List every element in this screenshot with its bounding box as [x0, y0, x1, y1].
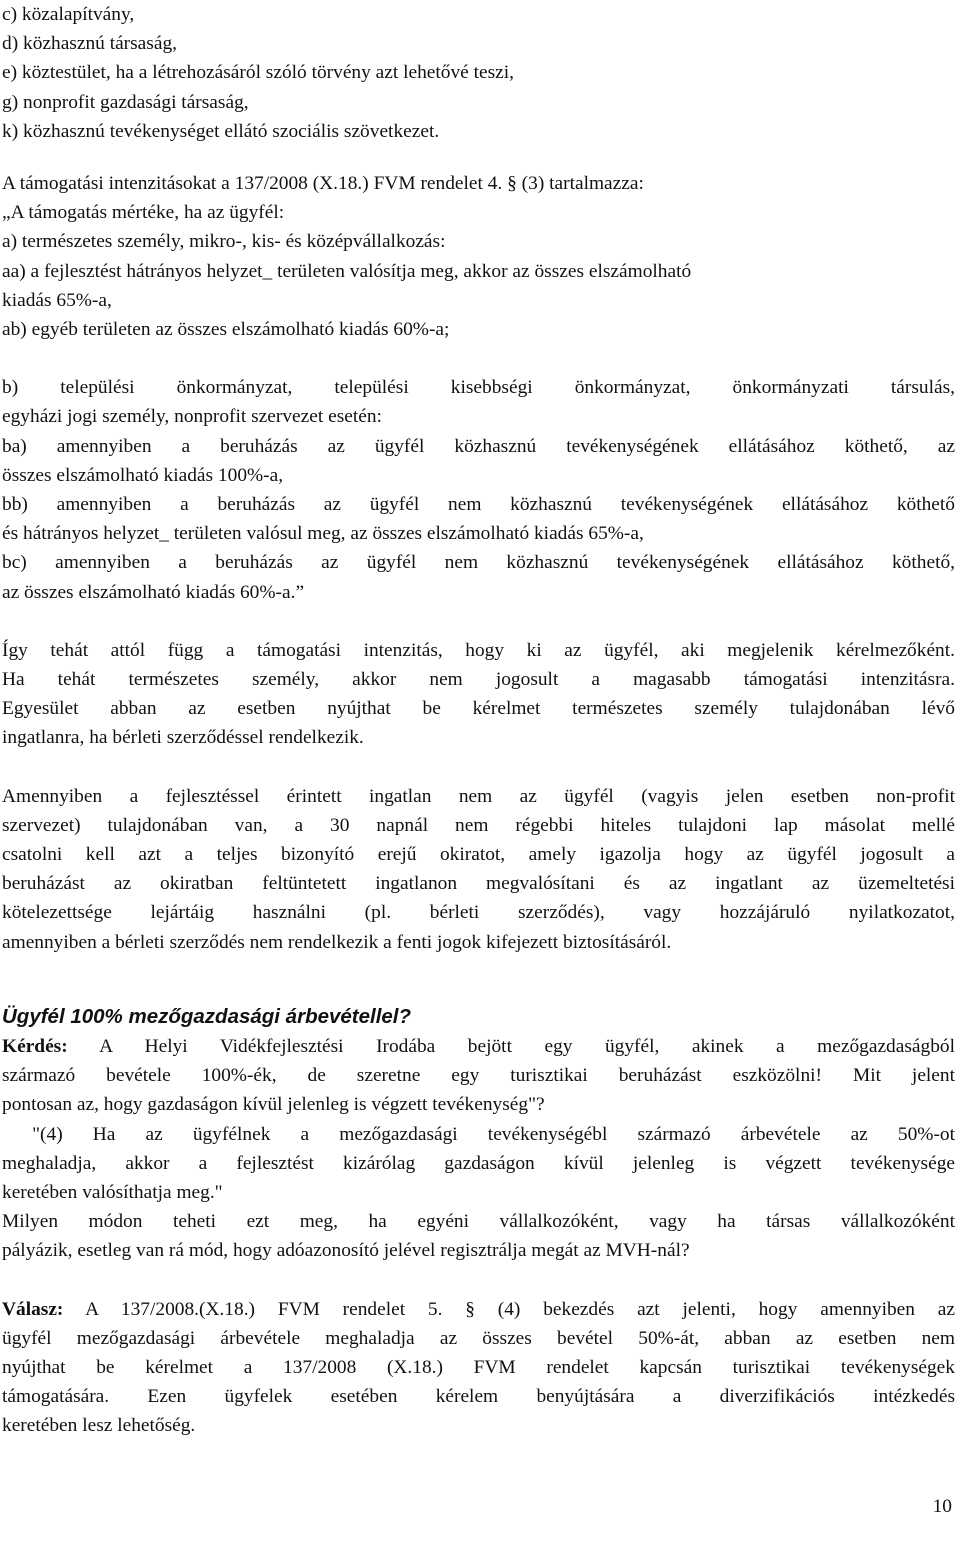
spacer: [2, 957, 955, 1002]
intensity-line: bb) amennyiben a beruházás az ügyfél nem közhasznú tevékenységének ellátásához köthető: [2, 494, 955, 516]
question-block: [2, 1032, 955, 1266]
spacer: [2, 607, 955, 636]
intensity-line: kiadás 65%-a,: [2, 289, 112, 311]
answer-label: Válasz:: [2, 1298, 64, 1320]
answer-line: nyújthat be kérelmet a 137/2008 (X.18.) FVM rendelet kapcsán turisztikai tevékenységek: [2, 1356, 955, 1378]
intensity-line: „A támogatás mértéke, ha az ügyfél:: [2, 202, 285, 224]
list-item: k) közhasznú tevékenységet ellátó szociális szövetkezet.: [2, 120, 440, 142]
list-item: c) közalapítvány,: [2, 4, 135, 25]
document-page: [2, 0, 955, 1441]
paragraph-line: Egyesület abban az esetben nyújthat be kérelmet természetes személy tulajdonában lévő: [2, 698, 955, 720]
paragraph-line: ingatlanra, ha bérleti szerződéssel rendelkezik.: [2, 727, 364, 749]
question-line: meghaladja, akkor a fejlesztést kizárólag gazdaságon kívül jelenleg is végzett tevékenysége: [2, 1152, 955, 1174]
answer-block: [2, 1295, 955, 1441]
intensity-line: egyházi jogi személy, nonprofit szervezet esetén:: [2, 406, 382, 428]
question-line: pontosan az, hogy gazdaságon kívül jelenleg is végzett tevékenység"?: [2, 1094, 545, 1116]
question-text: A Helyi Vidékfejlesztési Irodába bejött egy ügyfél, akinek a mezőgazdaságból: [67, 1035, 955, 1057]
spacer: [2, 1266, 955, 1295]
question-line: "(4) Ha az ügyfélnek a mezőgazdasági tevékenységébl származó árbevétele az 50%-ot: [2, 1123, 955, 1145]
intensity-line: bc) amennyiben a beruházás az ügyfél nem közhasznú tevékenységének ellátásához köthető,: [2, 552, 955, 574]
intensity-line: b) települési önkormányzat, települési kisebbségi önkormányzat, önkormányzati társulás,: [2, 377, 955, 399]
paragraph-line: amennyiben a bérleti szerződés nem rendelkezik a fenti jogok kifejezett biztosításáról.: [2, 931, 672, 953]
page-number: 10: [932, 1496, 952, 1517]
question-label: Kérdés:: [2, 1035, 68, 1057]
list-item: d) közhasznú társaság,: [2, 33, 177, 55]
list-item: g) nonprofit gazdasági társaság,: [2, 91, 249, 113]
intensity-line: aa) a fejlesztést hátrányos helyzet_ területen valósítja meg, akkor az összes elszámolható: [2, 260, 692, 282]
question-line: Milyen módon teheti ezt meg, ha egyéni vállalkozóként, vagy ha társas vállalkozóként: [2, 1211, 955, 1233]
question-first-line: [2, 1032, 955, 1061]
question-line: pályázik, esetleg van rá mód, hogy adóazonosító jelével regisztrálja megát az MVH-nál?: [2, 1240, 690, 1262]
paragraph-line: szervezet) tulajdonában van, a 30 napnál nem régebbi hiteles tulajdoni lap másolat mellé: [2, 814, 955, 836]
paragraph-amennyiben: [2, 782, 955, 957]
answer-line: keretében lesz lehetőség.: [2, 1415, 196, 1437]
paragraph-igy: [2, 636, 955, 753]
intensity-line: összes elszámolható kiadás 100%-a,: [2, 464, 284, 486]
answer-line: támogatására. Ezen ügyfelek esetében kérelem benyújtására a diverzifikációs intézkedés: [2, 1386, 955, 1408]
paragraph-line: beruházást az okiratban feltüntetett ingatlanon megvalósítani és az ingatlant az üzemeltetési: [2, 873, 955, 895]
intensity-line: ab) egyéb területen az összes elszámolható kiadás 60%-a;: [2, 319, 450, 341]
paragraph-line: kötelezettsége lejártáig használni (pl. bérleti szerződés), vagy hozzájáruló nyilatkozatot,: [2, 902, 955, 924]
paragraph-line: Így tehát attól függ a támogatási intenzitás, hogy ki az ügyfél, aki megjelenik kérelmezőként.: [2, 639, 955, 661]
question-line: keretében valósíthatja meg.": [2, 1181, 223, 1203]
question-line: származó bevétele 100%-ék, de szeretne egy turisztikai beruházást eszközölni! Mit jelent: [2, 1065, 955, 1087]
intensity-line: ba) amennyiben a beruházás az ügyfél közhasznú tevékenységének ellátásához köthető, az: [2, 435, 955, 457]
entity-list: [2, 0, 955, 146]
answer-first-line: [2, 1295, 955, 1324]
intensity-section: [2, 169, 955, 344]
spacer: [2, 753, 955, 782]
intensity-line: és hátrányos helyzet_ területen valósul meg, az összes elszámolható kiadás 65%-a,: [2, 523, 644, 545]
answer-line: ügyfél mezőgazdasági árbevétele meghaladja az összes bevétel 50%-át, abban az esetben nem: [2, 1327, 955, 1349]
spacer: [2, 146, 955, 169]
answer-text: A 137/2008.(X.18.) FVM rendelet 5. § (4) bekezdés azt jelenti, hogy amennyiben az: [63, 1298, 955, 1320]
list-item: e) köztestület, ha a létrehozásáról szóló törvény azt lehetővé teszi,: [2, 62, 515, 84]
paragraph-line: csatolni kell azt a teljes bizonyító erejű okiratot, amely igazolja hogy az ügyfél jogosult a: [2, 844, 955, 866]
intensity-intro: A támogatási intenzitásokat a 137/2008 (X.18.) FVM rendelet 4. § (3) tartalmazza:: [2, 173, 644, 195]
section-heading: Ügyfél 100% mezőgazdasági árbevétellel?: [2, 1004, 412, 1028]
intensity-line: az összes elszámolható kiadás 60%-a.”: [2, 581, 305, 603]
intensity-line: a) természetes személy, mikro-, kis- és középvállalkozás:: [2, 231, 446, 253]
paragraph-line: Ha tehát természetes személy, akkor nem jogosult a magasabb támogatási intenzitásra.: [2, 669, 955, 691]
spacer: [2, 344, 955, 373]
paragraph-line: Amennyiben a fejlesztéssel érintett ingatlan nem az ügyfél (vagyis jelen esetben non-profit: [2, 785, 955, 807]
intensity-section-b: [2, 373, 955, 607]
